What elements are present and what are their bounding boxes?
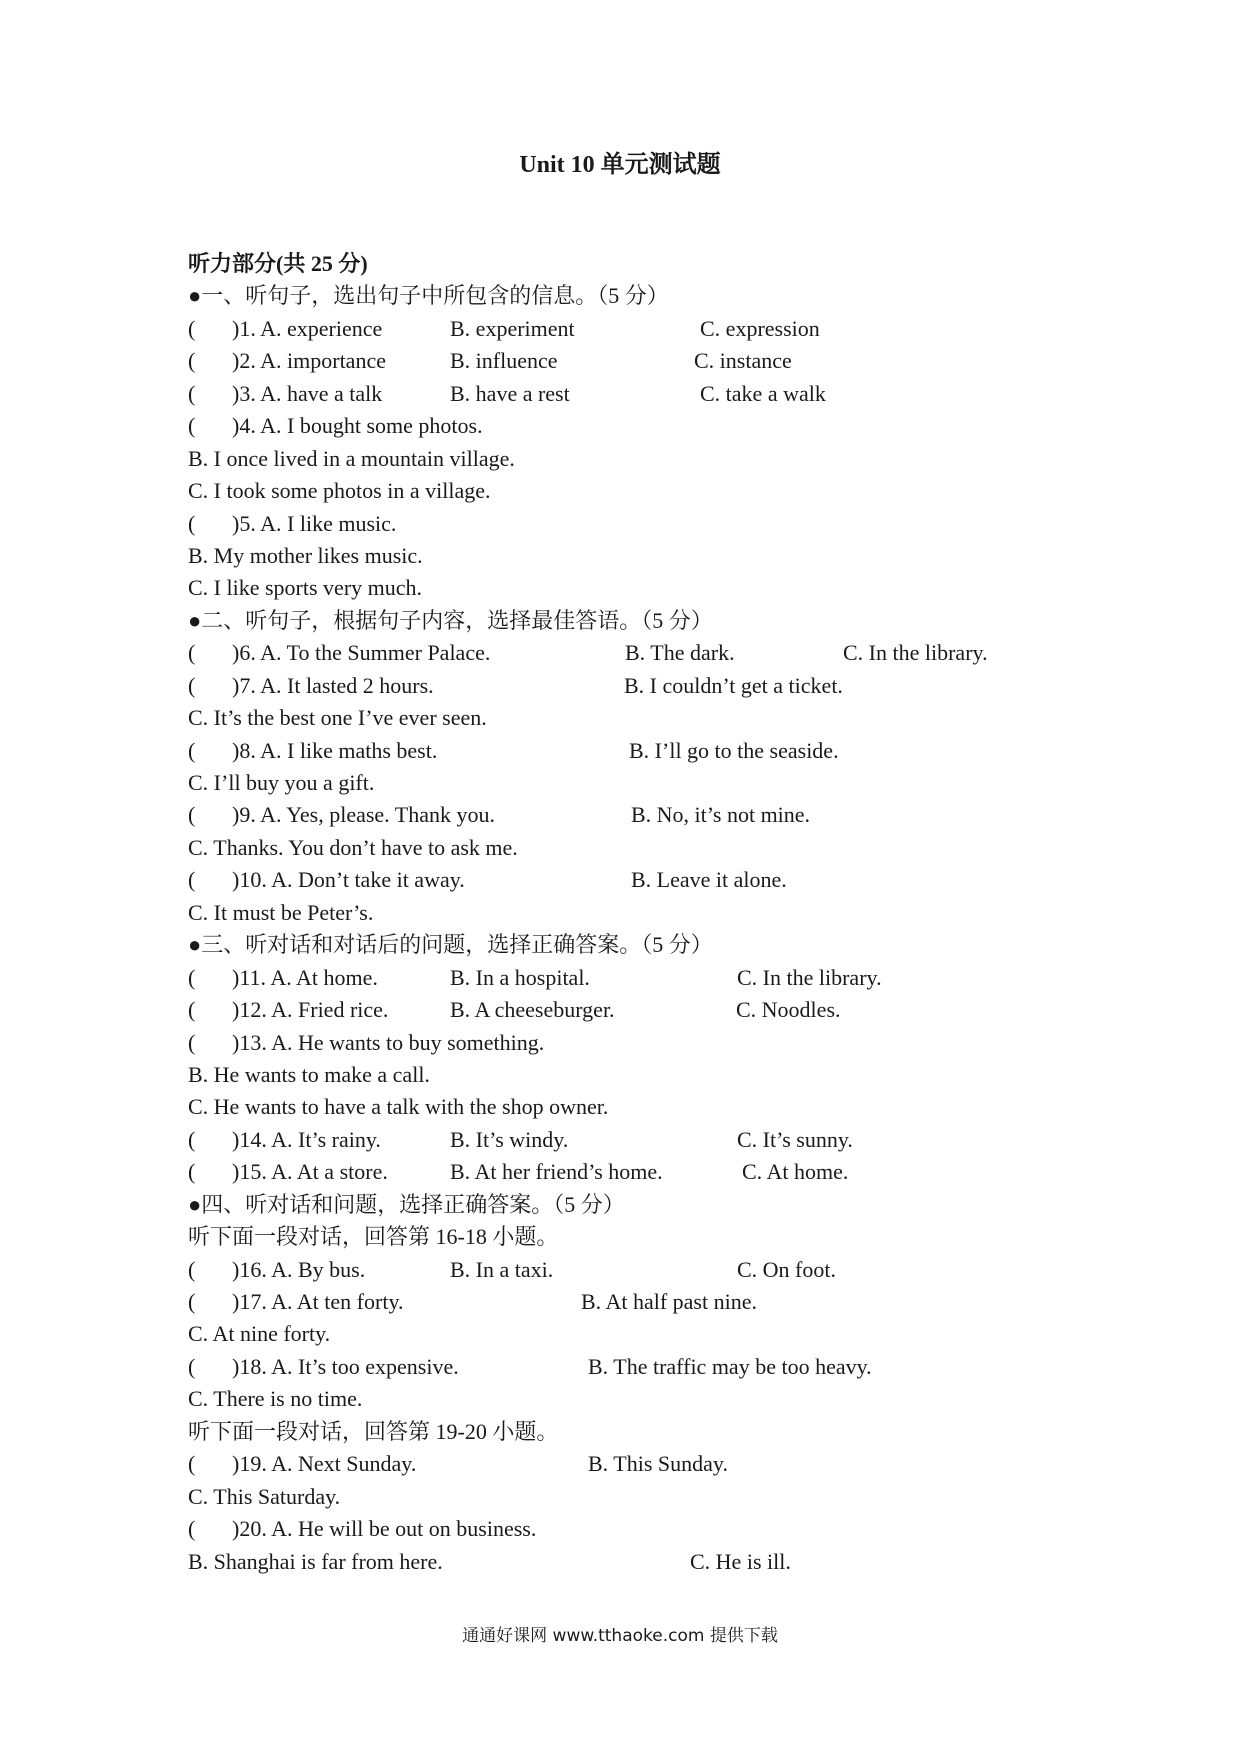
question-number: )16.	[232, 1256, 267, 1282]
question-number: )5.	[232, 510, 256, 536]
instruction-row	[0, 1416, 1240, 1448]
answer-blank: (	[188, 1451, 196, 1477]
question-lead	[232, 799, 495, 831]
option-b: B. I couldn’t get a ticket.	[624, 672, 843, 698]
part-heading-row	[0, 929, 1240, 961]
question-row	[0, 1286, 1240, 1318]
part-heading: ●二、听句子，根据句子内容，选择最佳答语。（5 分）	[188, 607, 713, 633]
option-c: C. instance	[694, 348, 792, 374]
option-b: B. experiment	[450, 315, 575, 341]
question-lead	[232, 1027, 544, 1059]
footer-credit: 通通好课网 www.tthaoke.com 提供下载	[462, 1626, 778, 1646]
option-c: C. Noodles.	[736, 997, 841, 1023]
option-row	[0, 1059, 1240, 1091]
answer-blank: (	[188, 413, 196, 439]
option-row	[0, 540, 1240, 572]
option-a: A. He wants to buy something.	[271, 1029, 545, 1055]
question-row	[0, 1513, 1240, 1545]
answer-blank: (	[188, 1289, 196, 1314]
answer-blank: (	[188, 737, 196, 763]
question-lead	[232, 1156, 388, 1188]
question-lead	[232, 313, 382, 345]
question-lead	[232, 1254, 365, 1286]
question-lead	[232, 1286, 404, 1318]
answer-blank: (	[188, 1516, 196, 1542]
option-c: C. I like sports very much.	[188, 575, 423, 601]
question-row	[0, 735, 1240, 767]
question-number: )15.	[232, 1159, 267, 1185]
option-row	[0, 767, 1240, 799]
question-number: )3.	[232, 380, 256, 406]
option-a: A. It’s rainy.	[271, 1126, 381, 1152]
option-c: C. At home.	[742, 1159, 849, 1185]
option-b: B. have a rest	[450, 380, 570, 406]
option-row	[0, 572, 1240, 604]
question-row	[0, 1124, 1240, 1156]
option-c: C. take a walk	[700, 380, 826, 406]
option-b: B. My mother likes music.	[188, 542, 423, 568]
answer-blank: (	[188, 867, 196, 893]
question-number: )7.	[232, 672, 256, 698]
question-row	[0, 864, 1240, 896]
question-row	[0, 345, 1240, 377]
option-a: A. I bought some photos.	[260, 413, 483, 439]
question-number: )9.	[232, 802, 256, 828]
part-heading: ●三、听对话和对话后的问题，选择正确答案。（5 分）	[188, 932, 713, 958]
question-lead	[232, 1124, 381, 1156]
option-c: C. It’s the best one I’ve ever seen.	[188, 705, 487, 731]
option-a: A. Next Sunday.	[271, 1451, 417, 1477]
question-lead	[232, 378, 382, 410]
option-a: A. experience	[260, 315, 383, 341]
question-lead	[232, 345, 386, 377]
question-number: )10.	[232, 867, 267, 893]
option-a: A. He will be out on business.	[271, 1516, 537, 1542]
option-a: A. By bus.	[271, 1256, 366, 1282]
question-number: )18.	[232, 1353, 267, 1379]
option-c: C. I’ll buy you a gift.	[188, 770, 375, 795]
option-c: C. It must be Peter’s.	[188, 899, 374, 925]
question-lead	[232, 994, 388, 1026]
question-lead	[232, 735, 437, 767]
option-row	[0, 1091, 1240, 1123]
question-row	[0, 1351, 1240, 1383]
option-a: A. To the Summer Palace.	[260, 640, 491, 666]
option-a: A. have a talk	[260, 380, 383, 406]
option-a: A. It’s too expensive.	[271, 1353, 459, 1379]
answer-blank: (	[188, 1029, 196, 1055]
exam-body	[0, 248, 1240, 1578]
option-c: C. He is ill.	[690, 1548, 791, 1574]
option-c: C. This Saturday.	[188, 1483, 341, 1509]
question-row	[0, 670, 1240, 702]
answer-blank: (	[188, 640, 196, 666]
sub-instruction: 听下面一段对话，回答第 19-20 小题。	[188, 1418, 559, 1444]
option-row	[0, 702, 1240, 734]
question-lead	[232, 410, 483, 442]
part-heading-row	[0, 1189, 1240, 1221]
question-row	[0, 994, 1240, 1026]
option-b: B. The dark.	[625, 640, 735, 666]
question-row	[0, 313, 1240, 345]
option-c: C. At nine forty.	[188, 1321, 331, 1347]
question-lead	[232, 508, 396, 540]
question-lead	[232, 864, 465, 896]
question-number: )8.	[232, 737, 256, 763]
answer-blank: (	[188, 1159, 196, 1185]
option-c: C. In the library.	[843, 640, 988, 666]
question-row	[0, 1254, 1240, 1286]
option-row	[0, 1546, 1240, 1578]
option-row	[0, 475, 1240, 507]
option-row	[0, 1318, 1240, 1350]
option-a: A. It lasted 2 hours.	[260, 672, 434, 698]
sub-instruction: 听下面一段对话，回答第 16-18 小题。	[188, 1224, 559, 1250]
question-row	[0, 962, 1240, 994]
question-row	[0, 799, 1240, 831]
question-number: )12.	[232, 997, 267, 1023]
option-a: A. importance	[260, 348, 386, 374]
answer-blank: (	[188, 380, 196, 406]
answer-blank: (	[188, 964, 196, 990]
question-lead	[232, 670, 434, 702]
option-a: A. Yes, please. Thank you.	[260, 802, 495, 828]
option-row	[0, 1383, 1240, 1415]
question-row	[0, 1448, 1240, 1480]
part-heading: ●一、听句子，选出句子中所包含的信息。（5 分）	[188, 283, 669, 309]
option-row	[0, 832, 1240, 864]
question-number: )4.	[232, 413, 256, 439]
question-row	[0, 1156, 1240, 1188]
option-b: B. I’ll go to the seaside.	[629, 737, 839, 763]
question-number: )1.	[232, 315, 256, 341]
option-b: B. Leave it alone.	[631, 867, 787, 893]
question-number: )6.	[232, 640, 256, 666]
option-c: C. He wants to have a talk with the shop owner.	[188, 1094, 609, 1120]
question-lead	[232, 1351, 459, 1383]
option-b: B. It’s windy.	[450, 1126, 569, 1152]
option-b: B. A cheeseburger.	[450, 997, 615, 1023]
option-c: C. It’s sunny.	[737, 1126, 853, 1152]
question-number: )19.	[232, 1451, 267, 1477]
option-a: A. At a store.	[271, 1159, 388, 1185]
part-heading-row	[0, 605, 1240, 637]
option-b: B. In a taxi.	[450, 1256, 554, 1282]
option-a: A. At ten forty.	[271, 1289, 404, 1314]
answer-blank: (	[188, 348, 196, 374]
question-number: )17.	[232, 1289, 267, 1314]
option-b: B. At her friend’s home.	[450, 1159, 663, 1185]
question-number: )20.	[232, 1516, 267, 1542]
answer-blank: (	[188, 1353, 196, 1379]
option-b: B. At half past nine.	[581, 1289, 757, 1314]
question-number: )11.	[232, 964, 267, 990]
option-b: B. In a hospital.	[450, 964, 590, 990]
question-row	[0, 1027, 1240, 1059]
section-title: 听力部分(共 25 分)	[188, 251, 368, 276]
option-b: B. Shanghai is far from here.	[188, 1548, 443, 1574]
option-c: C. On foot.	[737, 1256, 836, 1282]
question-lead	[232, 962, 378, 994]
question-lead	[232, 637, 490, 669]
answer-blank: (	[188, 802, 196, 828]
question-row	[0, 410, 1240, 442]
option-b: B. influence	[450, 348, 558, 374]
question-row	[0, 378, 1240, 410]
answer-blank: (	[188, 1256, 196, 1282]
question-number: )2.	[232, 348, 256, 374]
question-lead	[232, 1513, 536, 1545]
answer-blank: (	[188, 997, 196, 1023]
answer-blank: (	[188, 510, 196, 536]
part-heading-row	[0, 280, 1240, 312]
question-row	[0, 637, 1240, 669]
question-lead	[232, 1448, 416, 1480]
part-heading: ●四、听对话和问题，选择正确答案。（5 分）	[188, 1191, 625, 1217]
question-row	[0, 508, 1240, 540]
option-a: A. Don’t take it away.	[271, 867, 465, 893]
answer-blank: (	[188, 672, 196, 698]
option-a: A. I like music.	[260, 510, 397, 536]
option-c: C. There is no time.	[188, 1386, 363, 1412]
option-c: C. expression	[700, 315, 820, 341]
answer-blank: (	[188, 1126, 196, 1152]
question-number: )14.	[232, 1126, 267, 1152]
option-b: B. I once lived in a mountain village.	[188, 445, 515, 471]
option-row	[0, 1481, 1240, 1513]
option-b: B. The traffic may be too heavy.	[588, 1353, 872, 1379]
section-row	[0, 248, 1240, 280]
answer-blank: (	[188, 315, 196, 341]
option-b: B. He wants to make a call.	[188, 1061, 430, 1087]
option-a: A. Fried rice.	[271, 997, 389, 1023]
instruction-row	[0, 1221, 1240, 1253]
option-row	[0, 897, 1240, 929]
option-a: A. I like maths best.	[260, 737, 438, 763]
option-c: C. In the library.	[737, 964, 882, 990]
option-c: C. Thanks. You don’t have to ask me.	[188, 834, 518, 860]
option-b: B. This Sunday.	[588, 1451, 728, 1477]
exam-title: Unit 10 单元测试题	[519, 152, 721, 178]
option-b: B. No, it’s not mine.	[631, 802, 811, 828]
option-c: C. I took some photos in a village.	[188, 478, 491, 504]
option-row	[0, 443, 1240, 475]
option-a: A. At home.	[270, 964, 378, 990]
question-number: )13.	[232, 1029, 267, 1055]
